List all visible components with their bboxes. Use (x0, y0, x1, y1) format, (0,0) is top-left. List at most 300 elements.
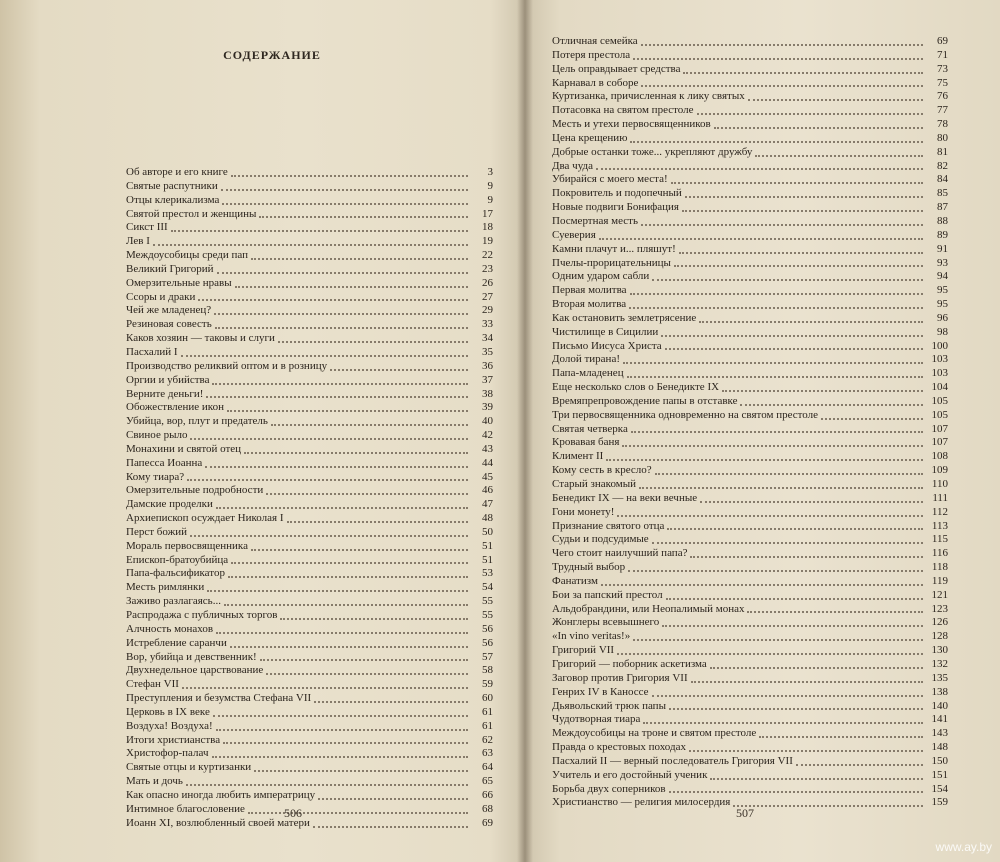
toc-entry (552, 575, 948, 589)
dot-leader (679, 252, 923, 254)
toc-entry-title: Одним ударом сабли (552, 270, 650, 283)
toc-entry (552, 353, 948, 367)
toc-entry (126, 346, 493, 360)
toc-entry (552, 146, 948, 160)
dot-leader (627, 376, 923, 378)
dot-leader (260, 659, 468, 661)
toc-entry (552, 77, 948, 91)
dot-leader (227, 410, 468, 412)
dot-leader (714, 127, 923, 129)
toc-entry (552, 561, 948, 575)
toc-entry-title: Месть римлянки (126, 581, 205, 594)
toc-entry (552, 118, 948, 132)
toc-entry-page: 17 (482, 207, 493, 220)
toc-entry-title: Епископ-братоубийца (126, 553, 229, 566)
toc-entry-page: 91 (937, 242, 948, 255)
dot-leader (190, 438, 468, 440)
toc-entry (552, 409, 948, 423)
dot-leader (153, 244, 468, 246)
toc-entry-title: Папа-младенец (552, 367, 624, 380)
toc-entry-title: Потеря престола (552, 48, 631, 61)
toc-entry-page: 113 (931, 519, 948, 532)
toc-entry (126, 415, 493, 429)
toc-entry (126, 221, 493, 235)
toc-entry (552, 367, 948, 381)
toc-entry-title: Каков хозяин — таковы и слуги (126, 332, 275, 345)
toc-entry-title: Трудный выбор (552, 561, 626, 574)
toc-entry-title: Преступления и безумства Стефана VII (126, 692, 312, 705)
toc-entry-page: 141 (931, 713, 948, 726)
toc-entry-page: 130 (931, 644, 948, 657)
toc-entry-page: 9 (487, 179, 493, 192)
dot-leader (697, 113, 924, 115)
toc-entry-page: 36 (482, 359, 493, 372)
toc-entry (126, 526, 493, 540)
toc-entry-page: 105 (931, 408, 948, 421)
dot-leader (224, 604, 468, 606)
toc-entry (552, 381, 948, 395)
toc-entry-page: 46 (482, 484, 493, 497)
toc-entry (126, 208, 493, 222)
toc-entry-page: 3 (487, 166, 493, 178)
toc-entry-page: 26 (482, 276, 493, 289)
toc-entry-page: 88 (937, 214, 948, 227)
toc-entry-page: 116 (931, 547, 948, 560)
toc-entry-page: 118 (931, 561, 948, 574)
toc-entry (552, 533, 948, 547)
toc-entry-title: Добрые останки тоже... укрепляют дружбу (552, 145, 753, 158)
toc-entry-title: Омерзительные подробности (126, 484, 264, 497)
toc-entry-page: 23 (482, 262, 493, 275)
toc-entry-title: Архиепископ осуждает Николая I (126, 512, 284, 525)
dot-leader (740, 404, 923, 406)
dot-leader (689, 750, 923, 752)
toc-entry-page: 22 (482, 249, 493, 262)
dot-leader (318, 798, 468, 800)
toc-entry (552, 90, 948, 104)
toc-entry-page: 56 (482, 636, 493, 649)
dot-leader (628, 570, 923, 572)
toc-entry (126, 291, 493, 305)
toc-entry-page: 61 (482, 705, 493, 718)
toc-entry-page: 18 (482, 221, 493, 234)
toc-entry-title: Старый знакомый (552, 478, 636, 490)
toc-entry-title: Судьи и подсудимые (552, 533, 649, 546)
toc-entry-page: 39 (482, 401, 493, 414)
toc-entry-page: 81 (937, 145, 948, 158)
dot-leader (633, 639, 923, 641)
toc-entry-title: Чудотворная тиара (552, 713, 641, 726)
toc-entry-title: Заговор против Григория VII (552, 671, 688, 684)
toc-entry-title: Сикст III (126, 221, 168, 234)
toc-entry (552, 658, 948, 672)
toc-entry (552, 35, 948, 49)
toc-entry (126, 332, 493, 346)
toc-entry-page: 103 (931, 353, 948, 366)
toc-entry (552, 132, 948, 146)
toc-entry (552, 298, 948, 312)
dot-leader (190, 535, 468, 537)
toc-entry-page: 132 (931, 657, 948, 670)
toc-entry (552, 464, 948, 478)
toc-entry-page: 27 (482, 290, 493, 303)
toc-entry-page: 51 (482, 553, 493, 566)
toc-entry (126, 471, 493, 485)
dot-leader (187, 479, 468, 481)
toc-entry-title: Междоусобицы на троне и святом престоле (552, 727, 757, 740)
toc-entry-page: 65 (482, 775, 493, 788)
dot-leader (700, 501, 923, 503)
dot-leader (271, 424, 468, 426)
toc-entry-page: 51 (482, 539, 493, 552)
toc-entry (126, 443, 493, 457)
toc-entry-title: Обожествление икон (126, 401, 224, 414)
toc-entry-page: 138 (931, 685, 948, 698)
dot-leader (722, 390, 923, 392)
toc-entry-title: Убийца, вор, плут и предатель (126, 415, 268, 428)
toc-entry-page: 112 (931, 505, 948, 518)
toc-entry-page: 57 (482, 650, 493, 663)
toc-entry-title: Суеверия (552, 228, 596, 241)
toc-entry-title: Чей же младенец? (126, 304, 212, 317)
toc-entry (126, 637, 493, 651)
toc-entry (126, 263, 493, 277)
dot-leader (667, 528, 923, 530)
toc-entry-title: Жонглеры всевышнего (552, 616, 660, 629)
toc-entry-page: 55 (482, 609, 493, 621)
dot-leader (206, 396, 468, 398)
dot-leader (641, 224, 923, 226)
dot-leader (606, 459, 923, 461)
toc-entry (552, 215, 948, 229)
dot-leader (601, 584, 923, 586)
toc-entry (552, 340, 948, 354)
toc-entry-page: 29 (482, 304, 493, 317)
toc-entry-title: Григорий VII (552, 644, 615, 657)
toc-entry (552, 201, 948, 215)
toc-entry (552, 769, 948, 783)
toc-entry (126, 817, 493, 831)
toc-entry-title: Вор, убийца и девственник! (126, 650, 257, 663)
toc-entry (552, 603, 948, 617)
dot-leader (228, 576, 468, 578)
toc-entry-page: 143 (931, 727, 948, 740)
toc-entry-page: 115 (931, 533, 948, 546)
toc-entry-title: Мораль первосвященника (126, 539, 248, 552)
dot-leader (691, 681, 923, 683)
toc-entry-title: Двухнедельное царствование (126, 664, 264, 677)
toc-entry (126, 498, 493, 512)
dot-leader (198, 299, 468, 301)
toc-entry-page: 69 (937, 35, 948, 47)
toc-entry-title: Письмо Иисуса Христа (552, 339, 662, 352)
dot-leader (652, 279, 923, 281)
toc-entry-page: 48 (482, 512, 493, 525)
toc-entry (552, 284, 948, 298)
toc-entry-title: Христианство — религия милосердия (552, 796, 731, 809)
toc-entry-page: 76 (937, 90, 948, 103)
dot-leader (244, 452, 468, 454)
dot-leader (747, 611, 923, 613)
toc-entry (126, 803, 493, 817)
toc-entry (552, 257, 948, 271)
toc-entry-title: Отличная семейка (552, 35, 638, 47)
dot-leader (630, 293, 924, 295)
toc-entry (126, 540, 493, 554)
toc-entry-title: «In vino veritas!» (552, 630, 631, 643)
toc-entry-page: 111 (932, 491, 948, 504)
toc-entry (126, 678, 493, 692)
dot-leader (278, 341, 468, 343)
toc-entry-page: 119 (931, 574, 948, 587)
dot-leader (629, 307, 923, 309)
dot-leader (748, 99, 923, 101)
toc-entry-title: Христофор-палач (126, 747, 209, 760)
toc-entry-title: Гони монету! (552, 505, 615, 518)
dot-leader (215, 327, 468, 329)
toc-entry-page: 9 (487, 193, 493, 206)
toc-entry (552, 160, 948, 174)
dot-leader (669, 791, 923, 793)
toc-entry (552, 326, 948, 340)
toc-entry-title: Карнавал в соборе (552, 76, 639, 89)
dot-leader (617, 653, 923, 655)
toc-entry (126, 720, 493, 734)
toc-entry (552, 520, 948, 534)
toc-entry (552, 686, 948, 700)
toc-entry-page: 42 (482, 429, 493, 442)
toc-entry-title: Посмертная месть (552, 214, 639, 227)
dot-leader (251, 258, 468, 260)
toc-entry-page: 59 (482, 678, 493, 691)
toc-entry-title: Алчность монахов (126, 622, 214, 635)
toc-entry-page: 50 (482, 525, 493, 538)
toc-entry-page: 53 (482, 567, 493, 580)
dot-leader (330, 369, 468, 371)
toc-entry-page: 95 (937, 284, 948, 297)
dot-leader (221, 189, 468, 191)
toc-entry-title: Святые отцы и куртизанки (126, 761, 252, 774)
toc-entry (552, 395, 948, 409)
toc-entry (126, 706, 493, 720)
dot-leader (710, 667, 923, 669)
toc-entry-title: Об авторе и его книге (126, 166, 228, 178)
toc-entry (552, 547, 948, 561)
toc-entry-page: 44 (482, 456, 493, 469)
toc-entry-title: Альдобрандини, или Неопалимый монах (552, 602, 745, 615)
toc-entry-title: Учитель и его достойный ученик (552, 768, 708, 781)
toc-entry-title: Отцы клерикализма (126, 193, 220, 206)
dot-leader (596, 168, 923, 170)
left-page-number: 506 (284, 806, 302, 820)
toc-entry-title: Междоусобицы среди пап (126, 249, 249, 262)
toc-entry-page: 34 (482, 332, 493, 345)
toc-entry-title: Итоги христианства (126, 733, 221, 746)
toc-entry (552, 187, 948, 201)
dot-leader (666, 598, 923, 600)
toc-entry-page: 66 (482, 788, 493, 801)
toc-entry (126, 554, 493, 568)
toc-entry-title: Заживо разлагаясь... (126, 595, 221, 608)
toc-entry-title: Иоанн XI, возлюбленный своей матери (126, 816, 310, 829)
toc-entry-title: Дьявольский трюк папы (552, 699, 666, 712)
dot-leader (665, 348, 923, 350)
toc-entry (126, 567, 493, 581)
dot-leader (248, 812, 468, 814)
toc-entry (552, 173, 948, 187)
toc-entry-title: Воздуха! Воздуха! (126, 719, 213, 732)
toc-entry-title: Бои за папский престол (552, 588, 663, 601)
toc-entry-title: Чистилище в Сицилии (552, 325, 659, 338)
toc-entry (552, 727, 948, 741)
contents-heading: СОДЕРЖАНИЕ (223, 48, 321, 62)
dot-leader (207, 590, 468, 592)
dot-leader (733, 805, 923, 807)
toc-entry-title: Кому тиара? (126, 470, 185, 483)
toc-entry-page: 19 (482, 235, 493, 248)
toc-entry-title: Святые распутники (126, 179, 218, 192)
toc-entry (552, 436, 948, 450)
toc-entry-title: Лев I (126, 235, 150, 248)
dot-leader (217, 272, 468, 274)
toc-entry (552, 630, 948, 644)
toc-entry (552, 755, 948, 769)
toc-entry-title: Времяпрепровождение папы в отставке (552, 394, 738, 407)
toc-entry-page: 128 (931, 630, 948, 643)
toc-entry-page: 100 (931, 339, 948, 352)
toc-entry-page: 108 (931, 450, 948, 463)
toc-entry-title: Кому сесть в кресло? (552, 464, 652, 477)
toc-entry-title: Мать и дочь (126, 775, 183, 788)
dot-leader (251, 549, 468, 551)
toc-entry-title: Правда о крестовых походах (552, 741, 686, 754)
toc-entry-title: Омерзительные нравы (126, 276, 232, 289)
toc-entry-title: Долой тирана! (552, 353, 620, 366)
toc-entry-page: 135 (931, 671, 948, 684)
dot-leader (821, 418, 923, 420)
left-toc-list (126, 166, 493, 831)
toc-entry-title: Святая четверка (552, 422, 628, 435)
dot-leader (617, 515, 923, 517)
toc-entry (126, 277, 493, 291)
toc-entry (552, 741, 948, 755)
toc-entry-title: Камни плачут и... пляшут! (552, 242, 676, 255)
dot-leader (259, 216, 468, 218)
toc-entry (552, 423, 948, 437)
toc-entry-title: Вторая молитва (552, 298, 627, 311)
toc-entry-page: 60 (482, 692, 493, 705)
toc-entry-page: 151 (931, 768, 948, 781)
left-page (20, 0, 524, 862)
dot-leader (669, 708, 923, 710)
toc-entry-title: Распродажа с публичных торгов (126, 609, 278, 621)
dot-leader (623, 362, 923, 364)
dot-leader (631, 431, 923, 433)
toc-entry (126, 318, 493, 332)
toc-entry-page: 40 (482, 415, 493, 428)
toc-entry-title: Два чуда (552, 159, 594, 172)
toc-entry (126, 457, 493, 471)
toc-entry (126, 235, 493, 249)
toc-entry (552, 672, 948, 686)
dot-leader (699, 321, 923, 323)
watermark: www.ay.by (935, 840, 992, 854)
toc-entry-page: 103 (931, 367, 948, 380)
toc-entry-title: Куртизанка, причисленная к лику святых (552, 90, 745, 103)
toc-entry-page: 73 (937, 62, 948, 75)
toc-entry-title: Дамские проделки (126, 498, 213, 511)
dot-leader (652, 542, 923, 544)
toc-entry (126, 166, 493, 180)
toc-entry-page: 154 (931, 782, 948, 795)
dot-leader (682, 210, 923, 212)
toc-entry-page: 140 (931, 699, 948, 712)
right-toc-list (552, 35, 948, 810)
toc-entry (552, 270, 948, 284)
dot-leader (652, 695, 923, 697)
toc-entry (126, 180, 493, 194)
dot-leader (641, 44, 923, 46)
toc-entry-title: Пасхалий I (126, 345, 178, 358)
toc-entry (552, 616, 948, 630)
toc-entry-page: 82 (937, 159, 948, 172)
toc-entry-title: Кровавая баня (552, 436, 620, 449)
toc-entry-page: 98 (937, 325, 948, 338)
toc-entry-title: Признание святого отца (552, 519, 665, 532)
toc-entry (552, 506, 948, 520)
toc-entry-title: Потасовка на святом престоле (552, 104, 694, 117)
toc-entry-page: 75 (937, 76, 948, 89)
dot-leader (213, 715, 468, 717)
toc-entry-page: 64 (482, 761, 493, 774)
dot-leader (685, 196, 923, 198)
toc-entry-page: 94 (937, 270, 948, 283)
toc-entry (126, 747, 493, 761)
toc-entry-title: Святой престол и женщины (126, 207, 257, 220)
dot-leader (216, 729, 468, 731)
dot-leader (710, 778, 923, 780)
dot-leader (231, 562, 468, 564)
toc-entry-page: 105 (931, 394, 948, 407)
toc-entry-page: 95 (937, 298, 948, 311)
toc-entry-page: 45 (482, 470, 493, 483)
toc-entry-title: Бенедикт IX — на веки вечные (552, 491, 698, 504)
dot-leader (759, 736, 923, 738)
dot-leader (230, 646, 468, 648)
toc-entry-page: 71 (937, 48, 948, 61)
toc-entry (126, 374, 493, 388)
toc-entry (552, 104, 948, 118)
toc-entry (126, 388, 493, 402)
toc-entry-title: Пасхалий II — верный последователь Григория VII (552, 754, 793, 767)
dot-leader (223, 742, 468, 744)
toc-entry-page: 104 (931, 381, 948, 394)
toc-entry-title: Первая молитва (552, 284, 627, 297)
dot-leader (171, 230, 468, 232)
dot-leader (674, 265, 923, 267)
toc-entry (126, 761, 493, 775)
toc-entry (552, 700, 948, 714)
toc-entry-page: 62 (482, 733, 493, 746)
toc-entry-title: Интимное благословение (126, 802, 245, 815)
toc-entry (126, 623, 493, 637)
dot-leader (655, 473, 923, 475)
toc-entry-page: 110 (931, 478, 948, 490)
toc-entry-title: Чего стоит наилучший папа? (552, 547, 688, 560)
toc-entry-title: Убирайся с моего места! (552, 173, 668, 186)
toc-entry-title: Ссоры и драки (126, 290, 196, 303)
toc-entry-page: 121 (931, 588, 948, 601)
